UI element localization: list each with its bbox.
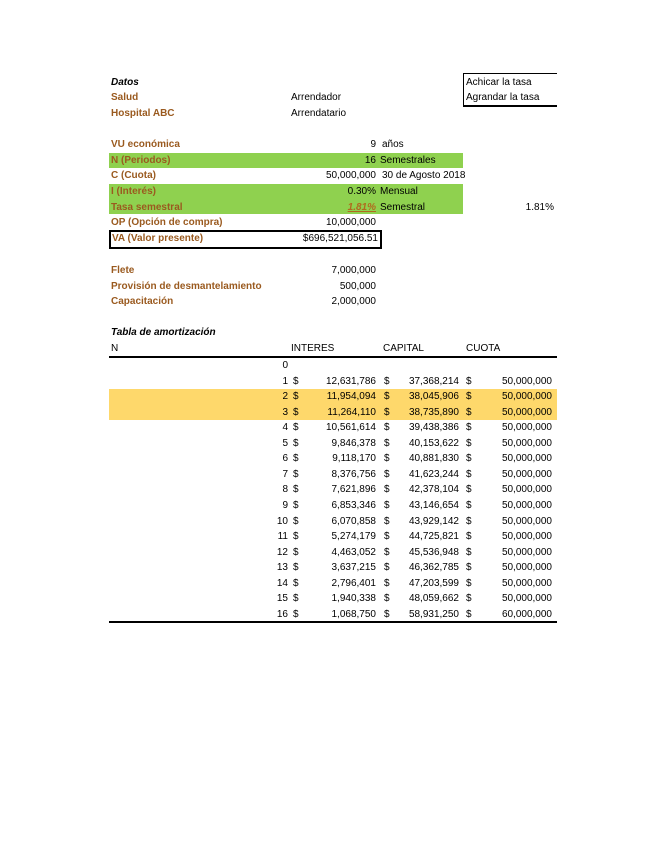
cuota-currency: $ — [466, 469, 472, 480]
cuota-currency: $ — [466, 407, 472, 418]
row-capital: 45,536,948 — [408, 547, 459, 558]
interes-currency: $ — [293, 593, 299, 604]
cuota-currency: $ — [466, 547, 472, 558]
header-underline — [109, 356, 557, 358]
n-label: N (Periodos) — [111, 155, 171, 166]
row-n: 8 — [282, 484, 288, 495]
row-interes: 10,561,614 — [325, 422, 376, 433]
capital-currency: $ — [384, 376, 390, 387]
capital-currency: $ — [384, 531, 390, 542]
hospital-label: Hospital ABC — [111, 108, 175, 119]
capital-currency: $ — [384, 469, 390, 480]
row-cuota: 50,000,000 — [501, 500, 552, 511]
row-n: 13 — [276, 562, 288, 573]
table-bottom-border — [109, 621, 557, 623]
provision-label: Provisión de desmantelamiento — [111, 281, 262, 292]
vu-value: 9 — [370, 139, 376, 150]
interes-currency: $ — [293, 407, 299, 418]
row-n: 7 — [282, 469, 288, 480]
tasa-side-value: 1.81% — [525, 202, 554, 213]
row-cuota: 60,000,000 — [501, 609, 552, 620]
cuota-currency: $ — [466, 391, 472, 402]
cuota-currency: $ — [466, 438, 472, 449]
row-cuota: 50,000,000 — [501, 469, 552, 480]
n-value: 16 — [364, 155, 376, 166]
row-capital: 43,929,142 — [408, 516, 459, 527]
row-n: 10 — [276, 516, 288, 527]
row-n: 1 — [282, 376, 288, 387]
row-n: 4 — [282, 422, 288, 433]
row-interes: 4,463,052 — [331, 547, 376, 558]
row-cuota: 50,000,000 — [501, 407, 552, 418]
salud-label: Salud — [111, 92, 139, 103]
row-interes: 12,631,786 — [325, 376, 376, 387]
row-cuota: 50,000,000 — [501, 578, 552, 589]
row-n: 9 — [282, 500, 288, 511]
row-capital: 39,438,386 — [408, 422, 459, 433]
interes-currency: $ — [293, 438, 299, 449]
row-capital: 58,931,250 — [408, 609, 459, 620]
cuota-currency: $ — [466, 562, 472, 573]
capital-currency: $ — [384, 438, 390, 449]
i-value: 0.30% — [347, 186, 376, 197]
row-n: 2 — [282, 391, 288, 402]
row-cuota: 50,000,000 — [501, 484, 552, 495]
row-n: 11 — [277, 531, 288, 542]
row-cuota: 50,000,000 — [501, 547, 552, 558]
capital-currency: $ — [384, 407, 390, 418]
c-value: 50,000,000 — [325, 170, 376, 181]
capital-currency: $ — [384, 422, 390, 433]
interes-currency: $ — [293, 578, 299, 589]
row-interes: 6,853,346 — [331, 500, 376, 511]
va-label: VA (Valor presente) — [112, 233, 204, 244]
i-label: I (Interés) — [111, 186, 157, 197]
interes-currency: $ — [293, 500, 299, 511]
row-interes: 9,846,378 — [331, 438, 376, 449]
capital-currency: $ — [384, 578, 390, 589]
row-capital: 41,623,244 — [408, 469, 459, 480]
cuota-currency: $ — [466, 376, 472, 387]
row-n: 15 — [276, 593, 288, 604]
row-n: 5 — [282, 438, 288, 449]
row-n: 16 — [276, 609, 288, 620]
interes-currency: $ — [293, 422, 299, 433]
row-cuota: 50,000,000 — [501, 391, 552, 402]
row-capital: 37,368,214 — [408, 376, 459, 387]
capital-currency: $ — [384, 484, 390, 495]
cuota-currency: $ — [466, 609, 472, 620]
c-label: C (Cuota) — [111, 170, 156, 181]
row-interes: 8,376,756 — [331, 469, 376, 480]
header-cuota: CUOTA — [466, 343, 501, 354]
row-n: 0 — [282, 360, 288, 371]
row-capital: 40,881,830 — [408, 453, 459, 464]
interes-currency: $ — [293, 547, 299, 558]
interes-currency: $ — [293, 516, 299, 527]
row-capital: 47,203,599 — [408, 578, 459, 589]
row-capital: 42,378,104 — [408, 484, 459, 495]
row-cuota: 50,000,000 — [501, 376, 552, 387]
row-capital: 46,362,785 — [408, 562, 459, 573]
row-interes: 5,274,179 — [331, 531, 376, 542]
cuota-currency: $ — [466, 484, 472, 495]
provision-value: 500,000 — [339, 281, 376, 292]
op-value: 10,000,000 — [325, 217, 376, 228]
row-n: 3 — [282, 407, 288, 418]
cuota-currency: $ — [466, 531, 472, 542]
capital-currency: $ — [384, 516, 390, 527]
row-cuota: 50,000,000 — [501, 562, 552, 573]
cuota-currency: $ — [466, 453, 472, 464]
row-n: 12 — [276, 547, 288, 558]
capital-currency: $ — [384, 547, 390, 558]
interes-currency: $ — [293, 453, 299, 464]
row-interes: 9,118,170 — [332, 453, 376, 464]
row-cuota: 50,000,000 — [501, 593, 552, 604]
row-capital: 44,725,821 — [408, 531, 459, 542]
vu-unit: años — [382, 139, 404, 150]
i-unit: Mensual — [380, 186, 418, 197]
table-title: Tabla de amortización — [111, 327, 216, 338]
cuota-currency: $ — [466, 578, 472, 589]
capacitacion-value: 2,000,000 — [331, 296, 376, 307]
interes-currency: $ — [293, 562, 299, 573]
agrandar-tasa-button[interactable]: Agrandar la tasa — [466, 92, 540, 103]
c-note: 30 de Agosto 2018 — [382, 170, 466, 181]
row-interes: 11,954,094 — [326, 391, 376, 402]
capital-currency: $ — [384, 453, 390, 464]
row-capital: 40,153,622 — [408, 438, 459, 449]
interes-currency: $ — [293, 391, 299, 402]
row-interes: 3,637,215 — [331, 562, 376, 573]
row-interes: 2,796,401 — [331, 578, 376, 589]
row-interes: 1,940,338 — [331, 593, 376, 604]
vu-label: VU económica — [111, 139, 180, 150]
interes-currency: $ — [293, 376, 299, 387]
row-interes: 6,070,858 — [331, 516, 376, 527]
hospital-value: Arrendatario — [291, 108, 347, 119]
interes-currency: $ — [293, 609, 299, 620]
interes-currency: $ — [293, 484, 299, 495]
cuota-currency: $ — [466, 422, 472, 433]
achicar-tasa-button[interactable]: Achicar la tasa — [466, 77, 532, 88]
row-interes: 7,621,896 — [331, 484, 376, 495]
row-cuota: 50,000,000 — [501, 438, 552, 449]
row-capital: 43,146,654 — [408, 500, 459, 511]
row-capital: 38,735,890 — [408, 407, 459, 418]
capital-currency: $ — [384, 500, 390, 511]
header-n: N — [111, 343, 119, 354]
row-interes: 1,068,750 — [331, 609, 376, 620]
row-capital: 48,059,662 — [408, 593, 459, 604]
flete-label: Flete — [111, 265, 135, 276]
cuota-currency: $ — [466, 593, 472, 604]
row-interes: 11,264,110 — [327, 407, 376, 418]
cuota-currency: $ — [466, 516, 472, 527]
tasa-value[interactable]: 1.81% — [347, 202, 376, 213]
n-unit: Semestrales — [380, 155, 436, 166]
capital-currency: $ — [384, 609, 390, 620]
flete-value: 7,000,000 — [331, 265, 376, 276]
interes-currency: $ — [293, 531, 299, 542]
row-cuota: 50,000,000 — [501, 531, 552, 542]
row-cuota: 50,000,000 — [501, 453, 552, 464]
capital-currency: $ — [384, 562, 390, 573]
row-n: 6 — [282, 453, 288, 464]
row-capital: 38,045,906 — [408, 391, 459, 402]
va-value: $696,521,056.51 — [302, 233, 378, 244]
cuota-currency: $ — [466, 500, 472, 511]
row-cuota: 50,000,000 — [501, 516, 552, 527]
header-interes: INTERES — [291, 343, 335, 354]
tasa-unit: Semestral — [380, 202, 426, 213]
capital-currency: $ — [384, 391, 390, 402]
capacitacion-label: Capacitación — [111, 296, 174, 307]
capital-currency: $ — [384, 593, 390, 604]
row-n: 14 — [276, 578, 288, 589]
header-capital: CAPITAL — [383, 343, 424, 354]
tasa-label: Tasa semestral — [111, 202, 183, 213]
interes-currency: $ — [293, 469, 299, 480]
row-cuota: 50,000,000 — [501, 422, 552, 433]
op-label: OP (Opción de compra) — [111, 217, 223, 228]
salud-value: Arrendador — [291, 92, 342, 103]
datos-heading: Datos — [111, 77, 139, 88]
